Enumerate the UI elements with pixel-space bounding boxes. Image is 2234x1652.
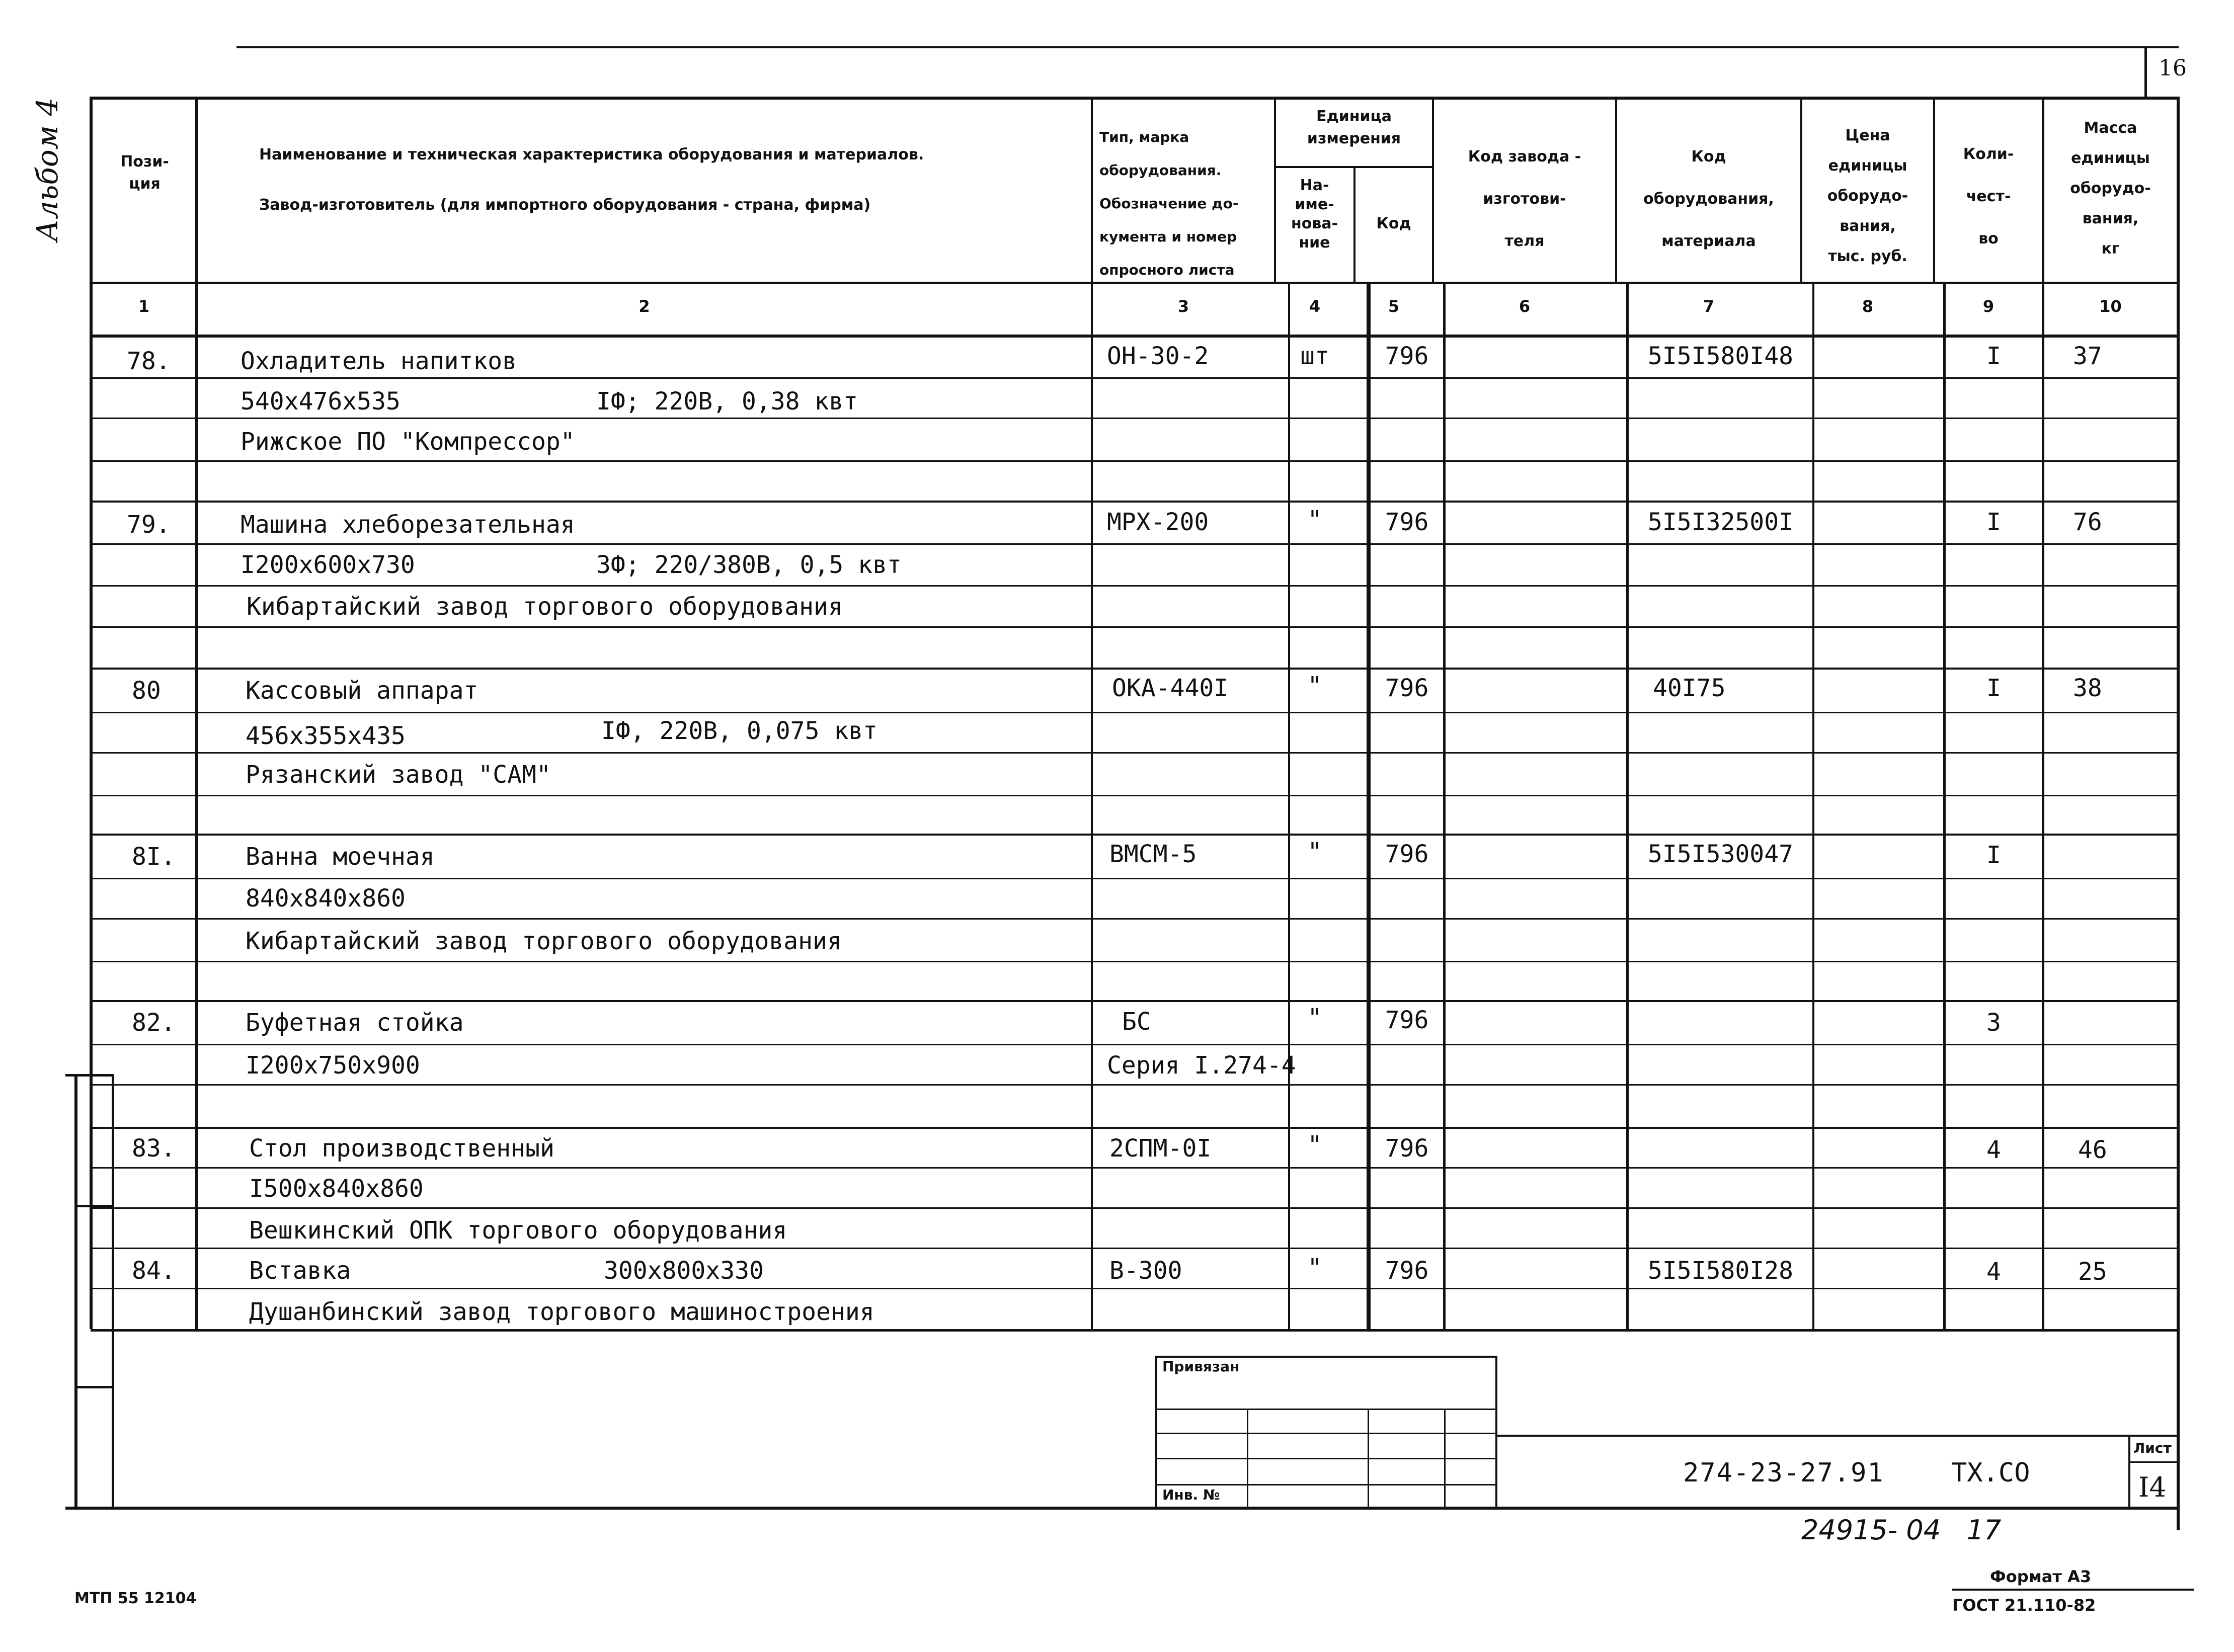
row-80-spec2: IФ, 220В, 0,075 квт [601,717,878,745]
row-line [91,377,2179,379]
row-82-unit: " [1307,1004,1322,1032]
page-number: 16 [2159,55,2187,81]
stamp-col [1368,1409,1369,1509]
sheet-line [2128,1461,2179,1463]
row-78-name: Охладитель напитков [241,347,517,375]
row-line [91,918,2179,920]
col-divider-6 [1626,282,1629,1329]
header-quantity: Коли- чест- во [1963,145,2014,247]
row-82-name: Буфетная стойка [246,1009,464,1037]
header-type-line5: опросного листа [1099,262,1235,278]
document-code: 274-23-27.91 [1683,1458,1884,1488]
side-label: Альбом 4 [30,97,64,241]
table-right-border [2177,97,2180,1530]
row-81-type: ВМСМ-5 [1109,840,1197,868]
col-divider-3 [1288,282,1290,1329]
row-80-unit: " [1307,672,1322,700]
row-line [91,418,2179,419]
left-stamp-line [74,1205,114,1207]
stamp-line [1155,1433,1497,1434]
row-82-type-series: Серия I.274-4 [1107,1051,1296,1080]
header-unit-group: Единица измерения [1307,108,1401,147]
row-line [91,1207,2179,1209]
row-79-name: Машина хлеборезательная [241,511,575,539]
row-80-position: 80 [132,677,161,705]
header-name-line2: Завод-изготовитель (для импортного оборудования - страна, фирма) [259,196,871,214]
row-79-equip-code: 5I5I32500I [1648,508,1793,536]
colnum-10: 10 [2099,297,2122,316]
colnum-5: 5 [1388,297,1400,316]
page-number-divider [2144,46,2147,97]
row-83-type: 2СПМ-0I [1109,1134,1212,1163]
row-81-spec: 840x840x860 [246,884,406,913]
row-78-spec2: IФ; 220В, 0,38 квт [596,387,858,416]
stamp-col [1247,1409,1248,1509]
col-divider-8 [1943,282,1946,1329]
stamp-line [1155,1458,1497,1459]
header-type-line3: Обозначение до- [1099,195,1239,212]
row-81-name: Ванна моечная [246,843,435,871]
header-maker-code: Код завода - изготови- теля [1468,148,1581,250]
col-divider-5 [1443,282,1446,1329]
row-84-spec2: 300x800x330 [604,1257,764,1285]
row-78-equip-code: 5I5I580I48 [1648,342,1793,370]
sheet-divider [2128,1435,2130,1509]
row-78-unit: шт [1300,342,1329,370]
row-81-equip-code: 5I5I530047 [1648,840,1793,868]
top-rule [236,46,2179,48]
binding-label: Привязан [1162,1358,1240,1375]
row-80-code: 796 [1385,674,1429,702]
header-unit-code: Код [1376,215,1411,232]
left-stamp-border [74,1074,77,1507]
colnum-8: 8 [1862,297,1874,316]
row-81-maker: Кибартайский завод торгового оборудования [246,927,842,955]
row-81-position: 8I. [132,843,176,871]
header-type [1099,121,1273,287]
row-line [91,543,2179,545]
row-83-code: 796 [1385,1134,1429,1163]
row-80-mass: 38 [2073,674,2102,702]
stamp-col [1444,1409,1446,1509]
handwritten-number: 24915- 04 17 [1801,1514,2002,1546]
row-83-mass: 46 [2078,1136,2107,1164]
header-position: Пози- ция [120,153,169,193]
row-83-maker: Вешкинский ОПК торгового оборудования [249,1216,787,1245]
row-83-qty: 4 [1986,1136,2001,1164]
colnum-3: 3 [1177,297,1189,316]
row-81-code: 796 [1385,840,1429,868]
inventory-label: Инв. № [1162,1486,1220,1503]
colnum-4: 4 [1309,297,1321,316]
row-line [91,626,2179,628]
row-84-equip-code: 5I5I580I28 [1648,1257,1793,1285]
header-unit-name: На- име- нова- ние [1291,177,1338,252]
row-83-position: 83. [132,1134,176,1163]
row-80-name: Кассовый аппарат [246,677,478,705]
row-84-mass: 25 [2078,1258,2107,1286]
colnum-2: 2 [639,297,650,316]
row-79-unit: " [1307,506,1322,534]
row-79-mass: 76 [2073,508,2102,536]
row-78-type: ОН-30-2 [1107,342,1209,370]
row-line [91,878,2179,879]
row-82-position: 82. [132,1009,176,1037]
row-84-code: 796 [1385,1257,1429,1285]
table-top-border [91,97,2179,100]
row-line [91,834,2179,836]
frame-bottom-border [65,1507,2179,1510]
colnum-1: 1 [138,297,150,316]
row-84-unit: " [1307,1254,1322,1282]
row-82-type: БС [1122,1008,1151,1036]
row-82-code: 796 [1385,1006,1429,1034]
row-79-spec2: 3Ф; 220/380В, 0,5 квт [596,551,902,579]
colnum-bottom-border [91,335,2179,338]
left-stamp-line [65,1074,113,1077]
row-line [91,752,2179,754]
row-78-code: 796 [1385,342,1429,370]
row-79-position: 79. [127,511,171,539]
row-82-qty: 3 [1986,1009,2001,1037]
row-83-spec: I500x840x860 [249,1175,424,1203]
row-78-mass: 37 [2073,342,2102,370]
row-78-spec: 540x476x535 [241,387,401,416]
row-line [91,585,2179,587]
frame-right-border [2177,1328,2180,1509]
col-divider-4 [1367,282,1371,1329]
row-83-unit: " [1307,1131,1322,1159]
row-84-name: Вставка [249,1257,351,1285]
row-80-spec: 456x355x435 [246,722,406,750]
header-type-line1: Тип, марка [1099,129,1189,145]
title-block-line [1497,1435,2179,1437]
table-bottom-border [91,1329,2179,1332]
row-line [91,1044,2179,1045]
row-line [91,1288,2179,1289]
sheet-label: Лист [2133,1440,2172,1456]
col-divider-7 [1812,282,1814,1329]
footer-code: МТП 55 12104 [74,1590,197,1607]
row-81-qty: I [1986,841,2001,869]
row-line [91,795,2179,796]
row-84-type: В-300 [1109,1257,1182,1285]
row-line [91,460,2179,462]
header-price: Цена единицы оборудо- вания, тыс. руб. [1827,127,1908,265]
format-label: Формат А3 [1990,1567,2092,1586]
row-84-maker: Душанбинский завод торгового машиностроения [249,1298,874,1326]
row-81-unit: " [1307,838,1322,866]
gost-label: ГОСТ 21.110-82 [1952,1596,2096,1615]
stamp-line [1155,1484,1497,1485]
left-stamp-inner [112,1074,114,1507]
row-80-qty: I [1986,674,2001,702]
row-line [91,961,2179,962]
row-line [91,668,2179,670]
stamp-line [1155,1409,1497,1410]
row-83-name: Стол производственный [249,1134,554,1163]
header-mass: Масса единицы оборудо- вания, кг [2070,119,2151,258]
row-79-maker: Кибартайский завод торгового оборудования [247,593,843,621]
row-82-spec: I200x750x900 [246,1051,420,1080]
row-line [91,1248,2179,1249]
sheet-number: I4 [2138,1471,2167,1503]
colnum-7: 7 [1703,297,1715,316]
row-78-position: 78. [127,347,171,375]
row-79-spec: I200x600x730 [241,551,415,579]
row-line [91,1084,2179,1086]
row-line [91,1000,2179,1002]
header-equipment-code: Код оборудования, материала [1643,148,1774,250]
row-79-code: 796 [1385,508,1429,536]
row-line [91,501,2179,503]
row-80-equip-code: 40I75 [1653,674,1726,702]
left-stamp-line [74,1386,114,1388]
header-type-line4: кумента и номер [1099,228,1237,245]
row-79-type: МРХ-200 [1107,508,1209,536]
footer-rule [1952,1589,2194,1591]
row-line [91,712,2179,713]
row-line [91,1127,2179,1129]
row-line [91,1167,2179,1169]
row-78-qty: I [1986,342,2001,370]
header-type-line2: оборудования. [1099,162,1222,179]
unit-group-divider [1274,166,1433,168]
row-84-qty: 4 [1986,1258,2001,1286]
row-78-maker: Рижское ПО "Компрессор" [241,428,575,456]
row-80-type: ОКА-440I [1112,674,1229,702]
colnum-6: 6 [1519,297,1531,316]
row-80-maker: Рязанский завод "САМ" [246,761,551,789]
header-name-line1: Наименование и техническая характеристика оборудования и материалов. [259,146,924,163]
document-type: ТХ.СО [1951,1458,2030,1488]
row-79-qty: I [1986,508,2001,536]
row-84-position: 84. [132,1257,176,1285]
colnum-9: 9 [1982,297,1994,316]
